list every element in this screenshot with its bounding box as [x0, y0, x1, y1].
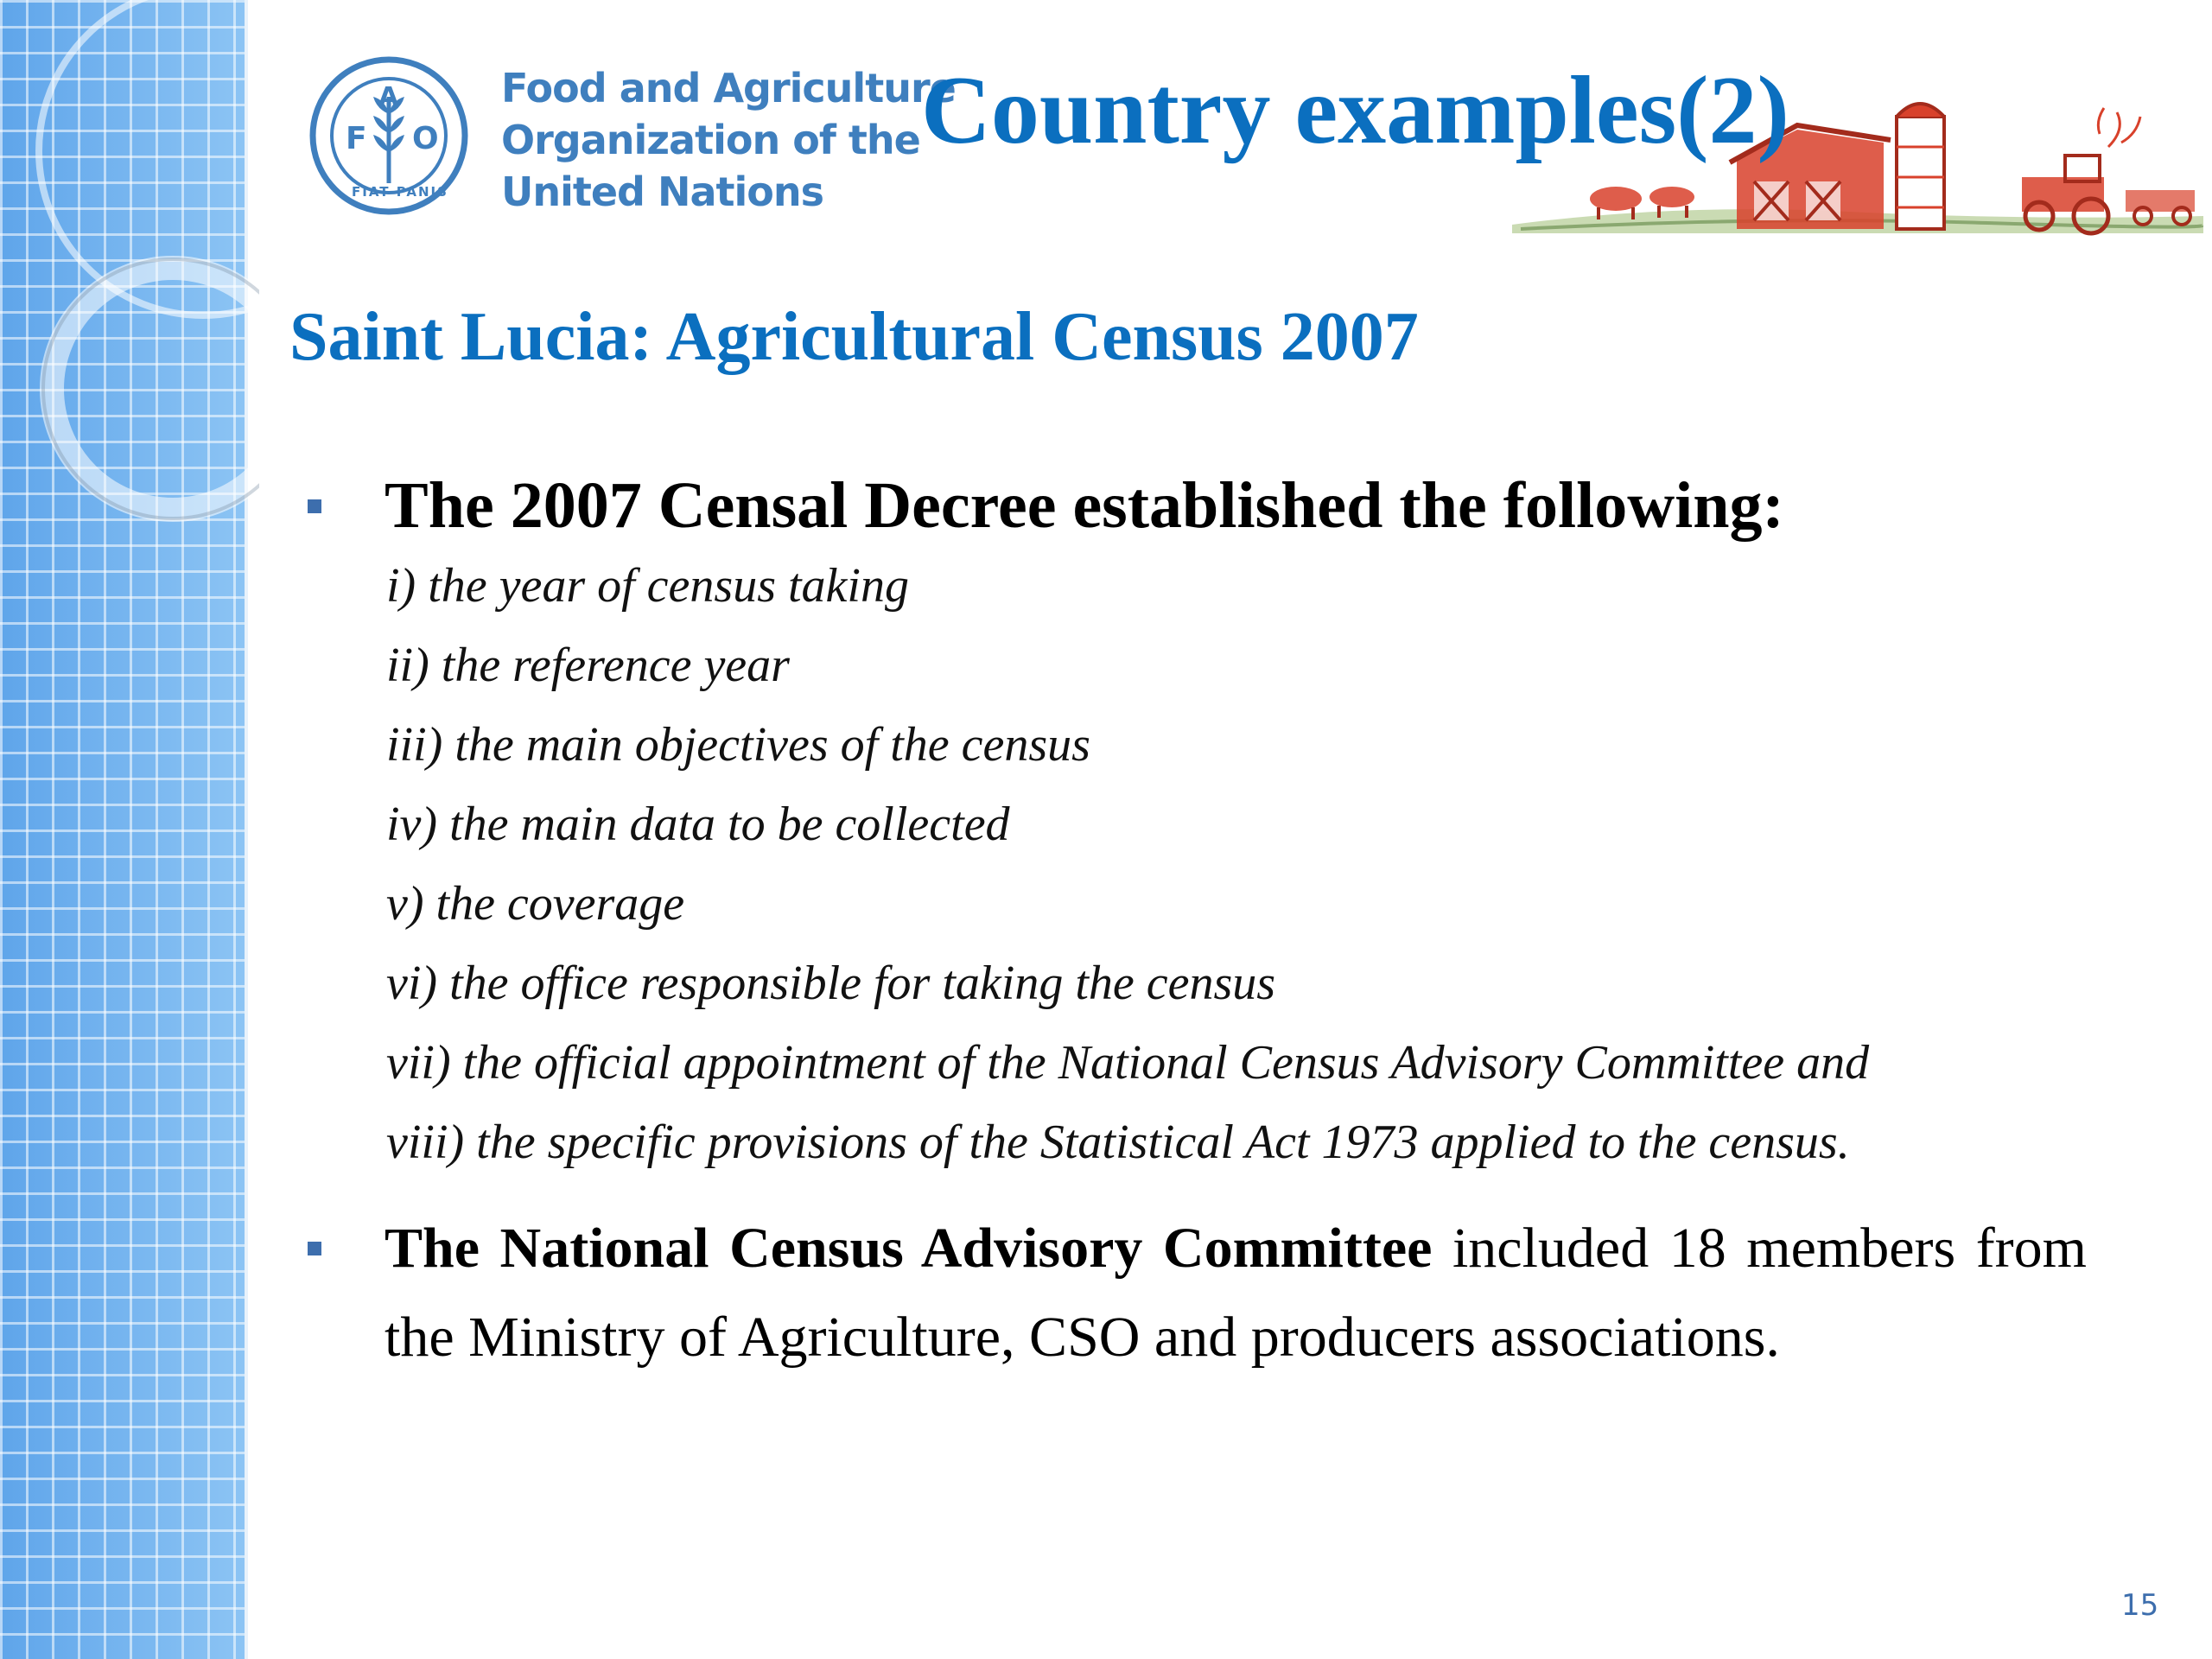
- decree-items-list: [386, 546, 1869, 1182]
- bullet-2-bold: The National Census Advisory Committee: [385, 1217, 1433, 1280]
- list-item: i) the year of census taking: [386, 559, 909, 613]
- fao-emblem-icon: [307, 54, 471, 218]
- fao-logo: [307, 54, 956, 226]
- list-item: vii) the official appointment of the National Census Advisory Committee and: [386, 1036, 1870, 1090]
- logo-text: [501, 62, 956, 218]
- bullet-2-text: [385, 1204, 2087, 1382]
- emblem-motto: FIAT PANIS: [352, 184, 448, 200]
- list-item: viii) the specific provisions of the Statistical Act 1973 applied to the census.: [386, 1116, 1850, 1169]
- square-bullet-icon: [308, 499, 321, 513]
- page-number: 15: [2121, 1588, 2159, 1623]
- bullet-2-rest: included 18 members from the Ministry of Agriculture, CSO and producers associations.: [385, 1217, 2087, 1369]
- list-item: iv) the main data to be collected: [386, 798, 1010, 851]
- bullet-1-heading: The 2007 Censal Decree established the following:: [385, 469, 1784, 542]
- emblem-letter-a: A: [378, 82, 399, 112]
- list-item: v) the coverage: [386, 877, 685, 931]
- square-bullet-icon: [308, 1242, 321, 1255]
- list-item: iii) the main objectives of the census: [386, 718, 1090, 772]
- list-item: ii) the reference year: [386, 639, 790, 692]
- decorative-rings: [0, 0, 259, 562]
- list-item: vi) the office responsible for taking the census: [386, 957, 1276, 1010]
- logo-line-3: United Nations: [501, 168, 824, 215]
- slide-subtitle: Saint Lucia: Agricultural Census 2007: [289, 299, 1419, 375]
- slide-title: Country examples(2): [921, 57, 1789, 164]
- emblem-letter-f: F: [346, 121, 367, 156]
- logo-line-2: Organization of the: [501, 117, 920, 163]
- logo-line-1: Food and Agriculture: [501, 65, 956, 111]
- emblem-letter-o: O: [412, 121, 439, 156]
